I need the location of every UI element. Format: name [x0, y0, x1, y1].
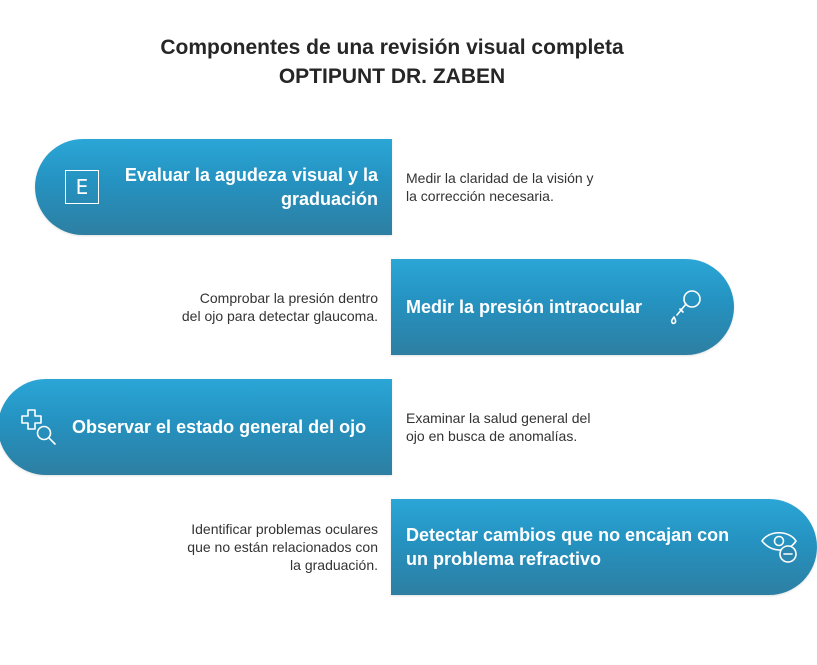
step-3-desc-line-1: Examinar la salud general del: [406, 410, 591, 426]
step-4-desc-line-1: Identificar problemas oculares: [191, 521, 378, 537]
step-4-label: [406, 499, 729, 595]
step-2-pill: [391, 259, 734, 355]
step-2-label: [406, 259, 642, 355]
step-1-description: [406, 169, 594, 205]
step-4-desc-line-2: que no están relacionados con: [187, 539, 378, 555]
step-3-label: [72, 379, 366, 475]
step-1-pill: [35, 139, 392, 235]
title-line-2: OPTIPUNT DR. ZABEN: [278, 65, 506, 88]
title-line-1: Componentes de una revisión visual completa: [160, 36, 624, 59]
step-2-label-line-1: Medir la presión intraocular: [406, 297, 643, 317]
step-3-label-line-1: Observar el estado general del ojo: [72, 417, 367, 437]
diagram-title: [0, 33, 784, 91]
eye-chart-e-icon: E: [65, 170, 99, 204]
step-4-description: [187, 520, 378, 574]
step-3-description: [406, 409, 590, 445]
step-1-label-line-2: graduación: [280, 189, 378, 209]
step-1-desc-line-2: la corrección necesaria.: [406, 188, 554, 204]
step-4-label-line-1: Detectar cambios que no encajan con: [406, 525, 730, 545]
step-4-pill: [391, 499, 817, 595]
step-3-pill: [0, 379, 392, 475]
health-search-icon: [20, 408, 58, 446]
step-4-label-line-2: un problema refractivo: [406, 549, 602, 569]
step-1-label-line-1: Evaluar la agudeza visual y la: [124, 165, 378, 185]
step-2-description: [182, 289, 378, 325]
step-4-desc-line-3: la graduación.: [290, 557, 378, 573]
step-2-desc-line-1: Comprobar la presión dentro: [199, 290, 378, 306]
step-1-desc-line-1: Medir la claridad de la visión y: [406, 170, 594, 186]
step-1-label: [125, 139, 378, 235]
step-2-desc-line-2: del ojo para detectar glaucoma.: [181, 308, 378, 324]
eye-minus-icon: [759, 526, 801, 568]
step-3-desc-line-2: ojo en busca de anomalías.: [406, 428, 578, 444]
eye-dropper-icon: [665, 289, 705, 325]
